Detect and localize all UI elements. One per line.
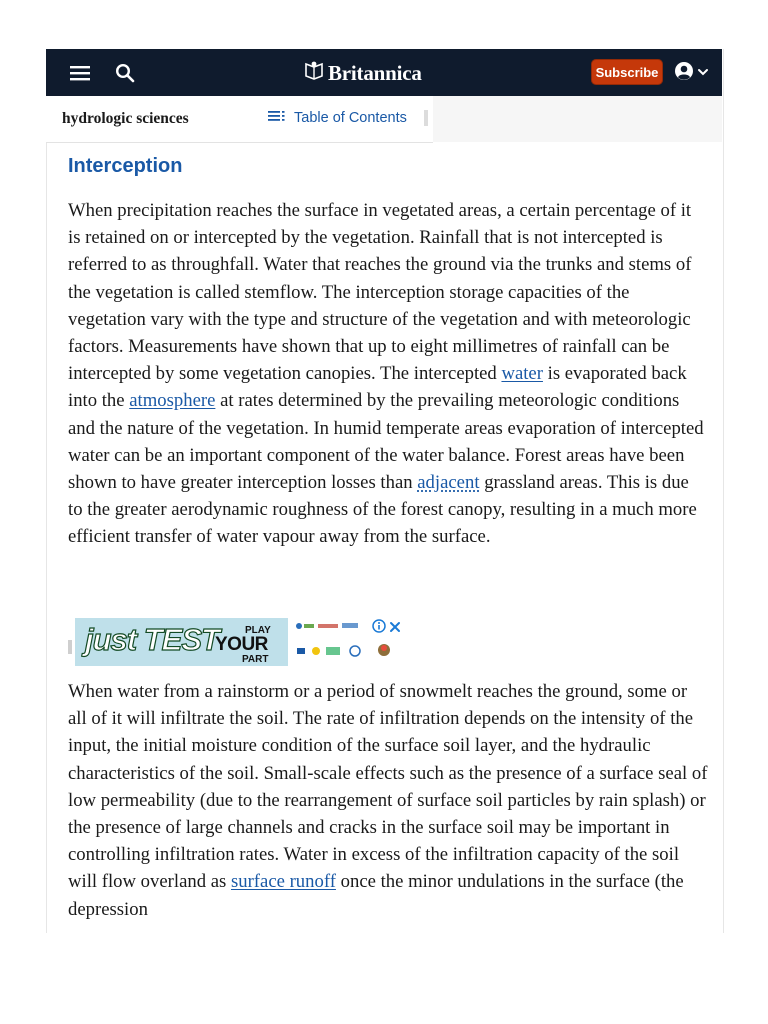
info-icon[interactable] [372, 619, 386, 638]
ad-sponsor-logos [292, 618, 404, 666]
ad-play-text: PLAY [245, 625, 271, 636]
sponsor-logos-image [292, 618, 404, 666]
list-icon [268, 110, 286, 126]
paragraph-infiltration [68, 678, 708, 923]
paragraph-text: When precipitation reaches the surface in vegetated areas, a certain percentage of it is retained on or intercepted by the vegetation. Rainfall that is not intercepted is referred to as throughfall. Water that reaches the ground via the trunks and stems of the vegetation is called stemflow. The interception storage capacities of the vegetation vary with the type and structure of the vegetation and with meteorologic factors. Measurements have shown that up to eight millimetres of rainfall can be intercepted by some vegetation canopies. The intercepted [68, 200, 692, 385]
search-icon[interactable] [112, 60, 138, 86]
toc-label: Table of Contents [294, 110, 407, 126]
ad-part-text: PART [242, 654, 269, 665]
paragraph-text: is evaporated back into the [68, 363, 687, 412]
ad-just-test-text: just TEST [85, 622, 219, 657]
subbar-left-panel [46, 96, 433, 143]
paragraph-text: When water from a rainstorm or a period of snowmelt reaches the ground, some or all of it will infiltrate the soil. The rate of infiltration depends on the intensity of the input, the initial moisture condition of the surface soil layer, and the hydraulic characteristics of the soil. Small-scale effects such as the presence of a surface seal of low permeability (due to the rearrangement of surface soil particles by rain splash) or the presence of large channels and cracks in the surface soil may be important in controlling infiltration rates. Water in excess of the infiltration capacity of the soil will flow overland as [68, 681, 708, 893]
paragraph-interception [68, 197, 708, 551]
close-icon[interactable] [389, 620, 401, 638]
top-navigation-bar [46, 49, 722, 96]
britannica-logo[interactable] [304, 61, 422, 85]
article-subbar [46, 96, 722, 142]
paragraph-text: once the minor undulations in the surface (the depression [68, 871, 684, 920]
user-icon [674, 61, 694, 86]
paragraph-text: grassland areas. This is due to the greater aerodynamic roughness of the forest canopy, resulting in a much more efficient transfer of water vapour away from the surface. [68, 472, 697, 548]
britannica-logo-icon [304, 60, 324, 86]
breadcrumb[interactable]: hydrologic sciences [62, 110, 189, 127]
menu-icon[interactable] [67, 60, 93, 86]
account-menu[interactable] [674, 61, 709, 85]
link-surface-runoff[interactable]: surface runoff [230, 871, 336, 893]
link-water[interactable]: water [501, 363, 543, 385]
brand-name: Britannica [328, 60, 422, 85]
ad-side-marker [68, 640, 72, 654]
subscribe-button[interactable]: Subscribe [591, 59, 663, 85]
ad-your-text: YOUR [215, 634, 268, 655]
ad-banner[interactable] [75, 618, 288, 666]
paragraph-text: at rates determined by the prevailing meteorologic conditions and the nature of the vegetation. In humid temperate areas evaporation of intercepted water can be an important component of the water balance. Forest areas have been shown to have greater interception losses than [68, 390, 704, 494]
scroll-edge-indicator [424, 110, 428, 126]
table-of-contents-button[interactable] [268, 110, 407, 126]
link-atmosphere[interactable]: atmosphere [129, 390, 216, 412]
advertisement [68, 618, 408, 666]
section-title: Interception [68, 155, 183, 177]
chevron-down-icon [697, 64, 709, 82]
link-adjacent[interactable]: adjacent [417, 472, 480, 494]
